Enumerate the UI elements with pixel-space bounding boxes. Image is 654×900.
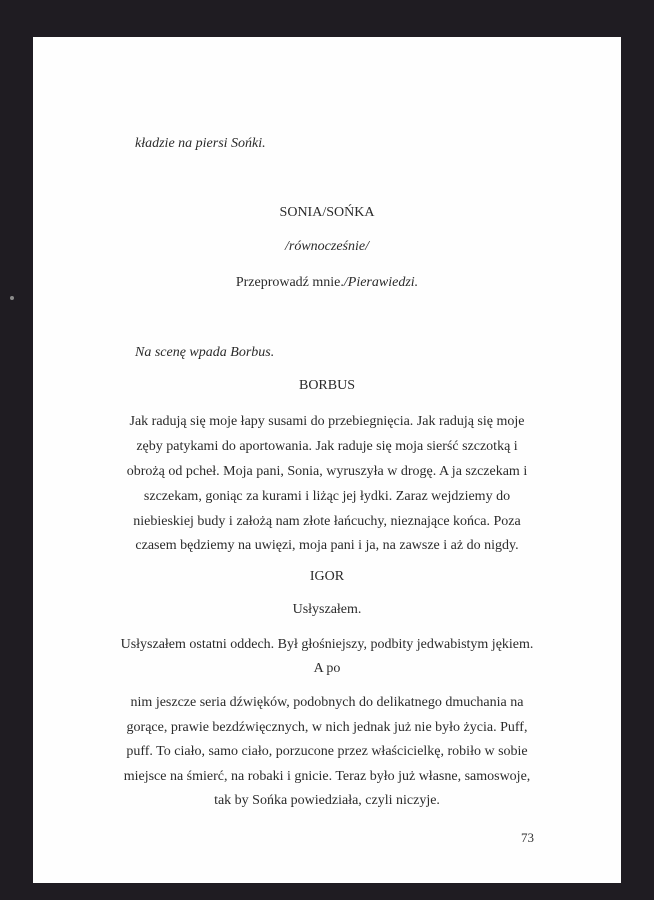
borbus-speech-line: obrożą od pcheł. Moja pani, Sonia, wyruszyła w drogę. A ja szczekam i <box>126 464 528 479</box>
borbus-speech-line: szczekam, goniąc za kurami i liżąc jej łydki. Zaraz wejdziemy do <box>143 489 511 504</box>
speaker-sonia: SONIA/SOŃKA <box>279 205 375 220</box>
sonia-line <box>33 274 621 292</box>
igor-speech-line: Usłyszałem ostatni oddech. Był głośniejszy, podbity jedwabistym jękiem. <box>120 637 534 652</box>
igor-speech-line: gorące, prawie bezdźwięcznych, w nich jednak już nie było życia. Puff, <box>126 720 528 735</box>
stage-direction-borbus: Na scenę wpada Borbus. <box>135 345 275 360</box>
igor-speech-line: miejsce na śmierć, na robaki i gnicie. Teraz było już własne, samoswoje, <box>123 769 531 784</box>
igor-speech-line: tak by Sońka powiedziała, czyli niczyje. <box>214 793 440 808</box>
borbus-speech-line: zęby patykami do aportowania. Jak raduje się moja sierść szczotką i <box>136 439 518 454</box>
igor-speech-line: nim jeszcze seria dźwięków, podobnych do delikatnego dmuchania na <box>130 695 524 710</box>
igor-line: Usłyszałem. <box>292 602 362 617</box>
stage-direction-top: kładzie na piersi Sońki. <box>135 136 266 151</box>
speaker-borbus: BORBUS <box>298 378 356 393</box>
speaker-igor: IGOR <box>309 569 345 584</box>
sonia-line-italic: /Pierawiedzi. <box>343 275 419 290</box>
igor-speech-line: A po <box>313 661 341 676</box>
borbus-speech-line: czasem będziemy na uwięzi, moja pani i ja, na zawsze i aż do nigdy. <box>135 538 519 553</box>
igor-speech-line: puff. To ciało, samo ciało, porzucone przez właścicielkę, robiło w sobie <box>126 744 528 759</box>
borbus-speech-line: niebieskiej budy i założą nam złote łańcuchy, nieznające końca. Poza <box>133 514 521 529</box>
sonia-line-plain: Przeprowadź mnie. <box>235 275 344 290</box>
document-page <box>33 37 621 883</box>
borbus-speech-line: Jak radują się moje łapy susami do przebiegnięcia. Jak radują się moje <box>129 414 525 429</box>
page-number: 73 <box>521 830 534 845</box>
parenthetical-simultaneously: /równocześnie/ <box>285 239 369 254</box>
